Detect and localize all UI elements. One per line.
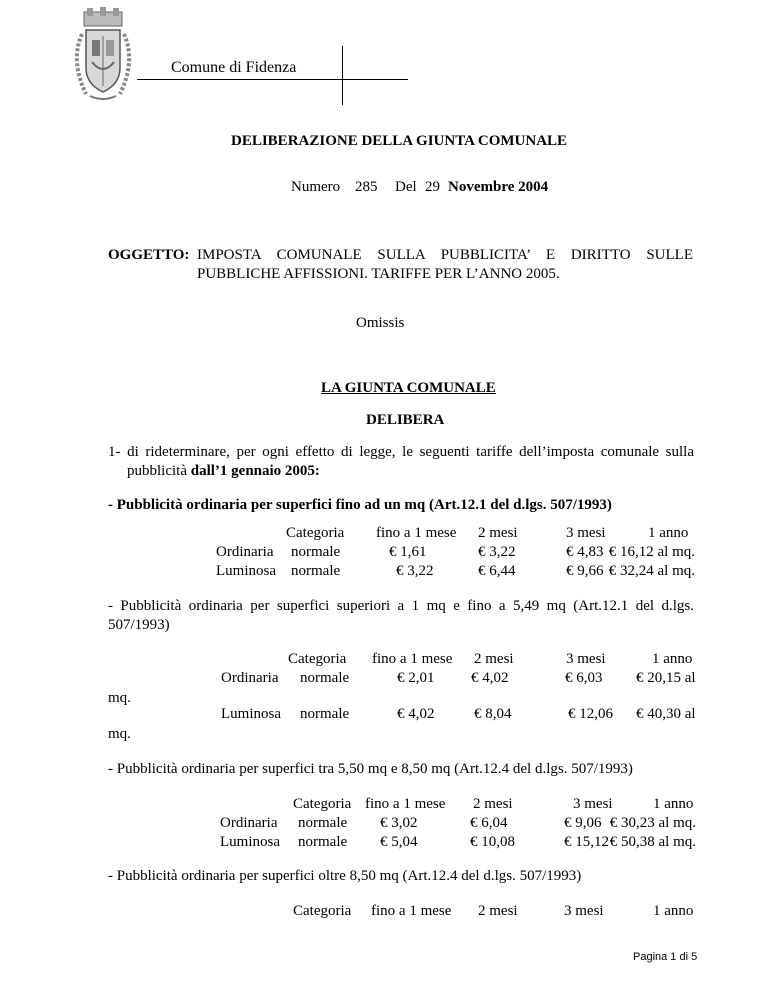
section3-row-type: Luminosa: [220, 834, 280, 850]
section1-row-type: Ordinaria: [216, 544, 274, 560]
section1-row-m2: € 3,22: [478, 544, 516, 560]
paragraph-1-line1: 1- di rideterminare, per ogni effetto di legge, le seguenti tariffe dell’imposta comunale sulla: [108, 444, 694, 460]
section2-header-y: 1 anno: [652, 651, 693, 667]
paragraph-1-date: dall’1 gennaio 2005:: [190, 463, 320, 479]
del-month-year: Novembre 2004: [448, 179, 549, 195]
section1-row-y: € 16,12 al mq.: [608, 544, 695, 560]
section2-row-cat: normale: [300, 706, 350, 722]
section3-header-y: 1 anno: [653, 796, 694, 812]
section2-header-cat: Categoria: [288, 651, 347, 667]
section2-row-m1: € 2,01: [397, 670, 435, 686]
section2-row-m2: € 4,02: [471, 670, 509, 686]
section1-title: - Pubblicità ordinaria per superfici fino ad un mq (Art.12.1 del d.lgs. 507/1993): [108, 497, 612, 513]
section3-row-cat: normale: [298, 815, 348, 831]
section3-row-m2: € 6,04: [470, 815, 508, 831]
section1-header-m3: 3 mesi: [566, 525, 606, 541]
section3-header-m1: fino a 1 mese: [365, 796, 446, 812]
header-vertical-rule: [342, 46, 343, 105]
section1-row-m2: € 6,44: [478, 563, 516, 579]
section3-row-m1: € 5,04: [380, 834, 418, 850]
section4-header-m2: 2 mesi: [478, 903, 518, 919]
section2-row-m1: € 4,02: [397, 706, 435, 722]
section1-row-cat: normale: [291, 544, 341, 560]
numero-label: Numero: [291, 179, 341, 195]
section2-row-m2: € 8,04: [474, 706, 512, 722]
section1-row-y: € 32,24 al mq.: [608, 563, 695, 579]
section1-header-m2: 2 mesi: [478, 525, 518, 541]
oggetto-line2: PUBBLICHE AFFISSIONI. TARIFFE PER L’ANNO 2005.: [197, 266, 560, 282]
section2-row-m3: € 6,03: [565, 670, 603, 686]
section3-header-m3: 3 mesi: [573, 796, 613, 812]
paragraph-1-text: pubblicità: [127, 463, 191, 479]
section2-row-wrap: mq.: [108, 690, 131, 706]
numero-value: 285: [355, 179, 378, 195]
section3-row-y: € 30,23 al mq.: [609, 815, 696, 831]
section4-header-y: 1 anno: [653, 903, 694, 919]
section3-row-cat: normale: [298, 834, 348, 850]
section2-row-wrap: mq.: [108, 726, 131, 742]
oggetto-line1: IMPOSTA COMUNALE SULLA PUBBLICITA’ E DIRITTO SULLE: [197, 247, 693, 263]
section1-row-m1: € 1,61: [389, 544, 427, 560]
section3-row-m3: € 15,12: [564, 834, 609, 850]
section3-header-cat: Categoria: [293, 796, 352, 812]
section3-header-m2: 2 mesi: [473, 796, 513, 812]
delibera-heading: DELIBERA: [366, 412, 445, 428]
doc-heading: DELIBERAZIONE DELLA GIUNTA COMUNALE: [231, 133, 568, 149]
section1-header-cat: Categoria: [286, 525, 345, 541]
section2-row-type: Ordinaria: [221, 670, 279, 686]
section1-row-type: Luminosa: [216, 563, 276, 579]
section3-row-m3: € 9,06: [564, 815, 602, 831]
del-label: Del: [395, 179, 417, 195]
section4-header-m3: 3 mesi: [564, 903, 604, 919]
section2-title-line1: - Pubblicità ordinaria per superfici superiori a 1 mq e fino a 5,49 mq (Art.12.1 del d.lgs.: [108, 598, 694, 614]
giunta-heading: LA GIUNTA COMUNALE: [321, 380, 496, 396]
section2-header-m1: fino a 1 mese: [372, 651, 453, 667]
section4-title: - Pubblicità ordinaria per superfici oltre 8,50 mq (Art.12.4 del d.lgs. 507/1993): [108, 868, 582, 884]
section2-title-line2: 507/1993): [108, 617, 170, 633]
paragraph-1-line2: [127, 463, 320, 480]
section1-row-m3: € 9,66: [566, 563, 604, 579]
section4-header-cat: Categoria: [293, 903, 352, 919]
section3-title: - Pubblicità ordinaria per superfici tra 5,50 mq e 8,50 mq (Art.12.4 del d.lgs. 507/1993): [108, 761, 633, 777]
section1-row-m3: € 4,83: [566, 544, 604, 560]
section3-row-type: Ordinaria: [220, 815, 278, 831]
del-day: 29: [425, 179, 440, 195]
section1-header-m1: fino a 1 mese: [376, 525, 457, 541]
coat-of-arms-logo: [62, 6, 144, 106]
section2-header-m3: 3 mesi: [566, 651, 606, 667]
section1-header-y: 1 anno: [648, 525, 689, 541]
section3-row-y: € 50,38 al mq.: [609, 834, 696, 850]
section3-row-m1: € 3,02: [380, 815, 418, 831]
section2-row-cat: normale: [300, 670, 350, 686]
section2-header-m2: 2 mesi: [474, 651, 514, 667]
oggetto-label: OGGETTO:: [108, 247, 190, 263]
section2-row-type: Luminosa: [221, 706, 281, 722]
section2-row-m3: € 12,06: [568, 706, 613, 722]
omissis: Omissis: [356, 315, 405, 331]
header-rule: [137, 79, 408, 80]
section3-row-m2: € 10,08: [470, 834, 515, 850]
page-number: Pagina 1 di 5: [633, 951, 698, 963]
comune-title: Comune di Fidenza: [171, 59, 297, 76]
section4-header-m1: fino a 1 mese: [371, 903, 452, 919]
section1-row-m1: € 3,22: [396, 563, 434, 579]
section1-row-cat: normale: [291, 563, 341, 579]
section2-row-y: € 20,15 al: [636, 670, 696, 686]
section2-row-y: € 40,30 al: [636, 706, 696, 722]
